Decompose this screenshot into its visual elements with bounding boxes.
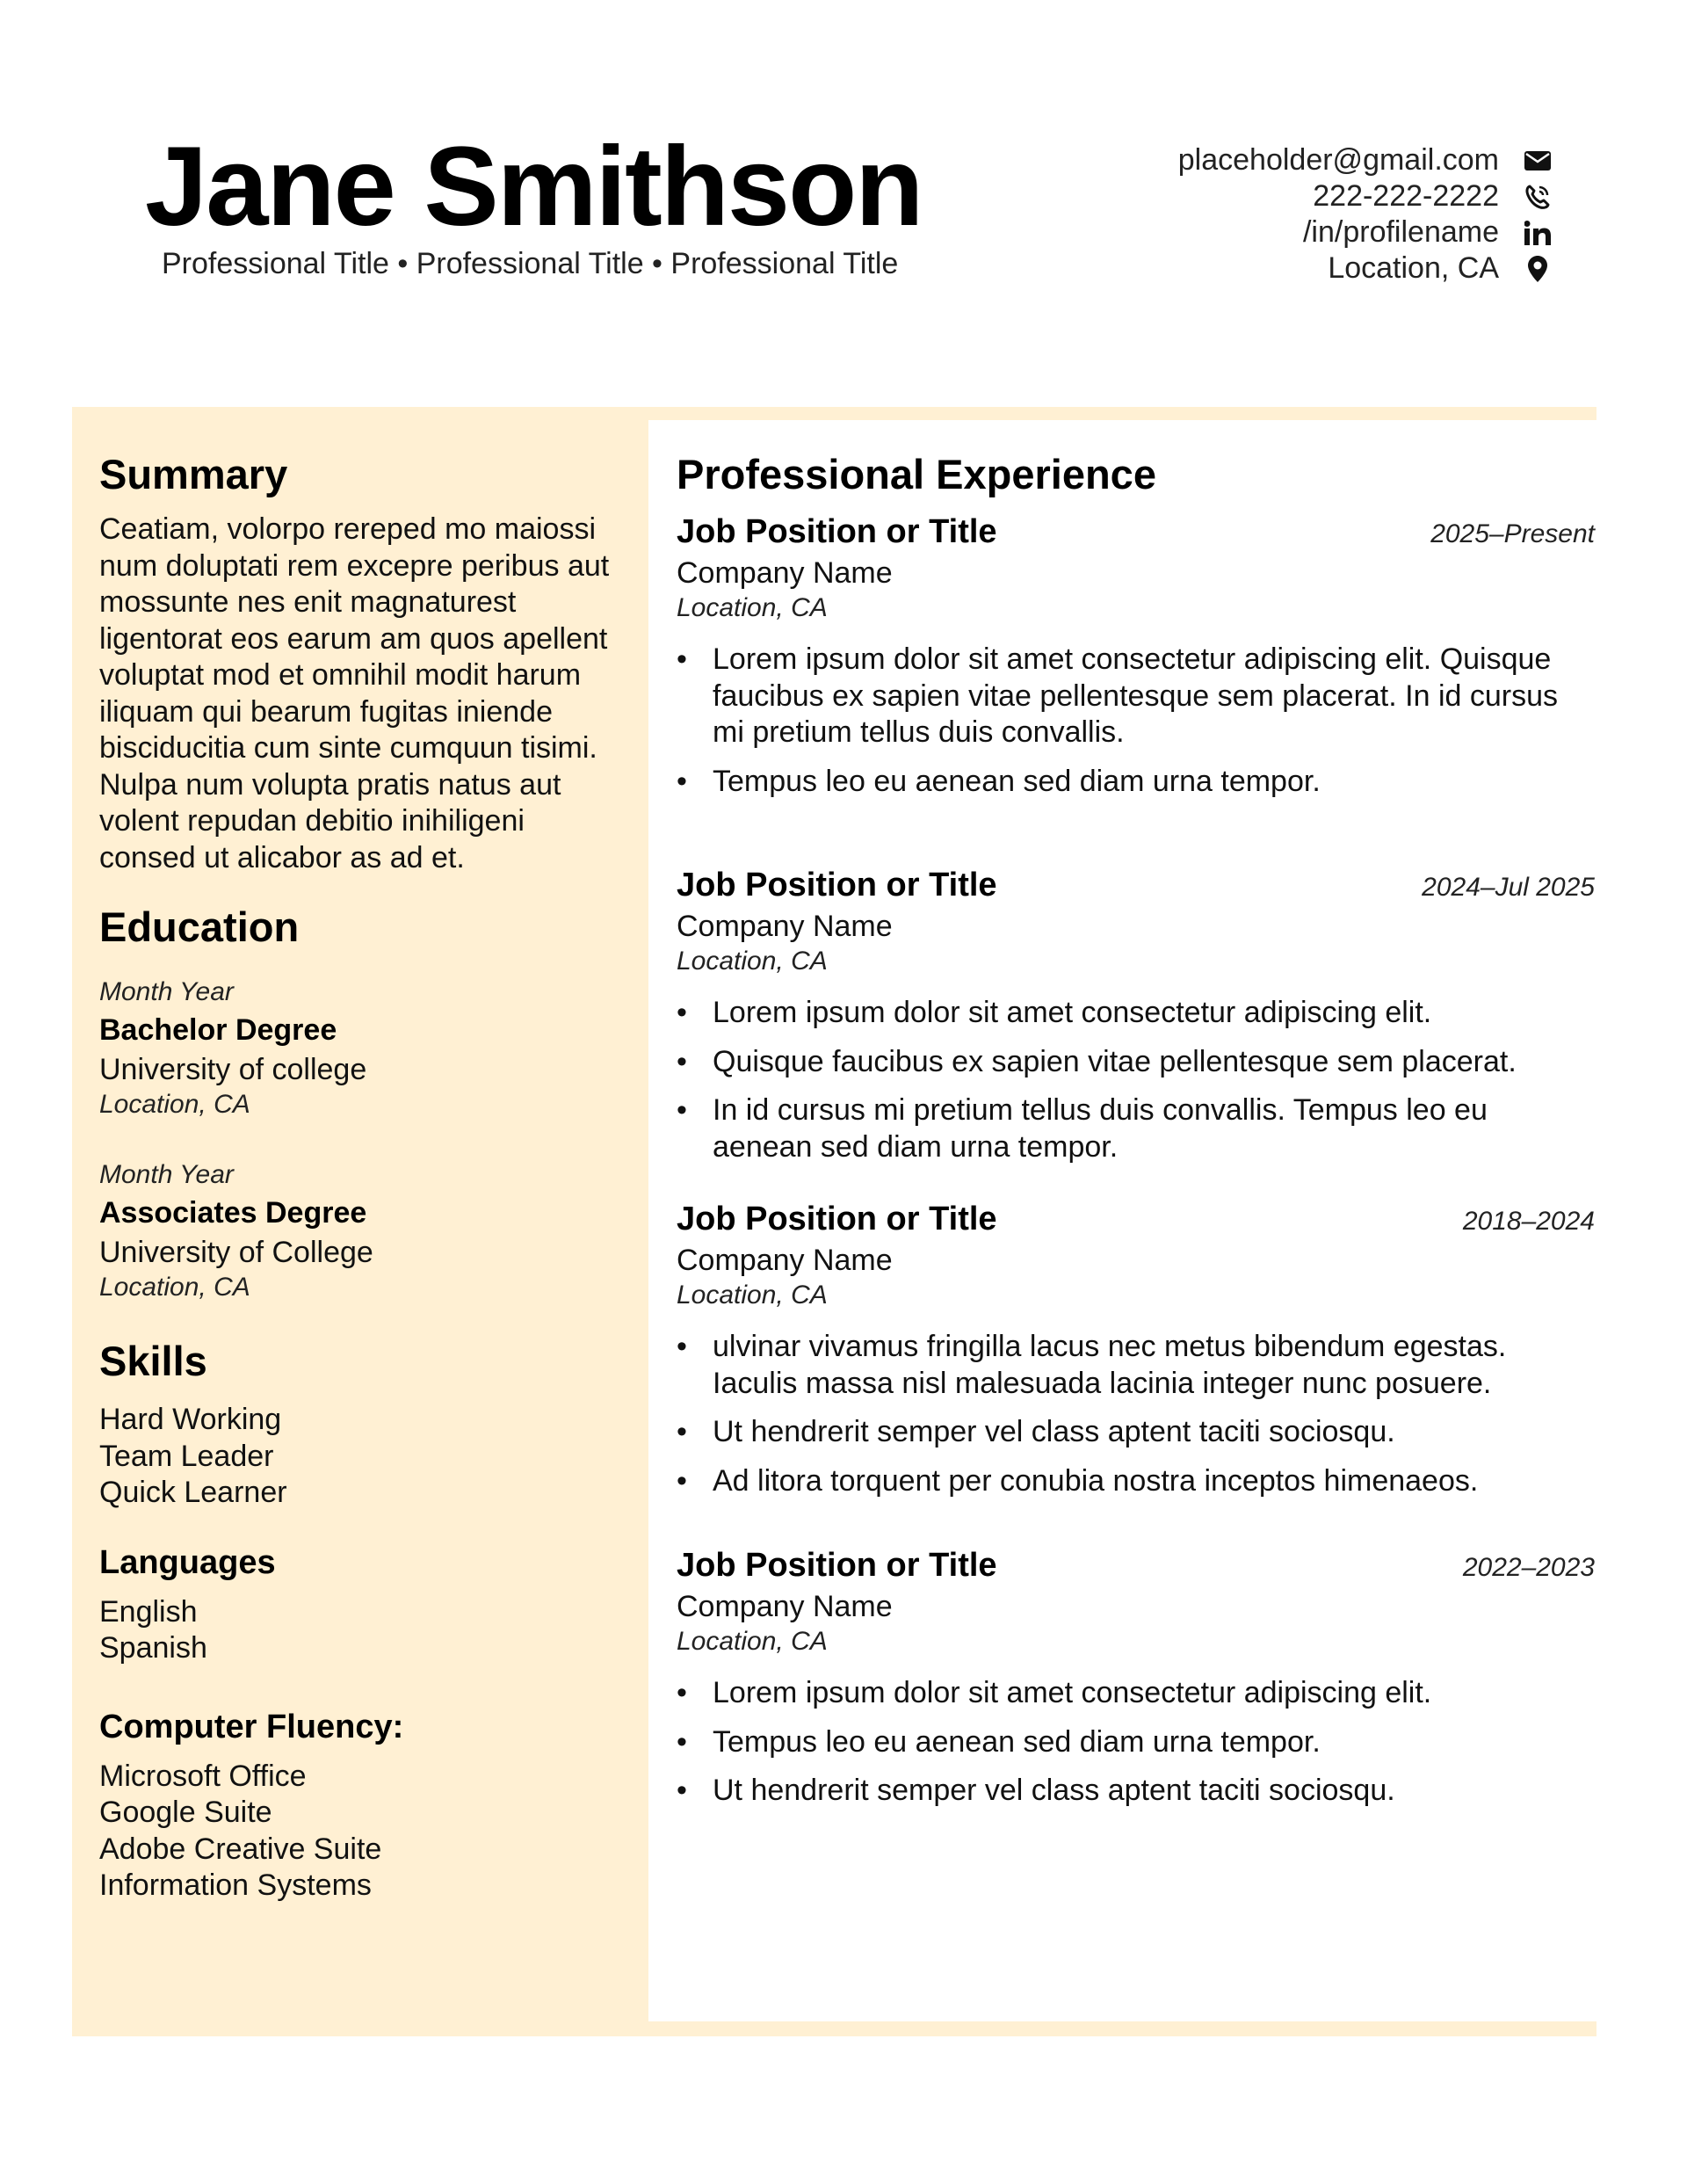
candidate-name: Jane Smithson: [145, 124, 923, 250]
education-date: Month Year: [99, 977, 234, 1006]
job-company: Company Name: [677, 1244, 893, 1277]
job-entry: [677, 1197, 1595, 1499]
education-date: Month Year: [99, 1160, 234, 1189]
experience-section: [677, 439, 1595, 1822]
job-location: Location, CA: [677, 947, 828, 976]
education-heading: Education: [99, 903, 300, 950]
linkedin-icon: [1520, 220, 1555, 246]
education-section: [99, 892, 626, 1303]
job-bullet: • Tempus leo eu aenean sed diam urna tempor.: [677, 764, 1595, 801]
education-school: University of college: [99, 1053, 367, 1086]
job-dates: 2022–2023: [1462, 1553, 1595, 1582]
computer-fluency-heading: Computer Fluency:: [99, 1708, 404, 1745]
education-location: Location, CA: [99, 1090, 250, 1119]
job-bullet: • ulvinar vivamus fringilla lacus nec metus bibendum egestas. Iaculis massa nisl malesuada lacinia integer nunc posuere.: [677, 1329, 1595, 1402]
summary-text: Ceatiam, volorpo rereped mo maiossi num doluptati rem excepre peribus aut mossunte nes enit magnaturest ligentorat eos earum am quos apellent voluptat mod et omnihil modit harum iliquam qui bearum fugitas iniende bisciducitia cum sinte cumquun tisimi. Nulpa num volupta pratis natus aut volent repudan debitio inihiligeni consed ut alicabor as ad et.: [99, 512, 610, 874]
contact-location: [940, 250, 1555, 287]
computer-fluency-list: [99, 1759, 626, 1905]
summary-section: [99, 439, 626, 876]
job-title: Job Position or Title: [677, 1547, 997, 1584]
language-item: Spanish: [99, 1631, 207, 1665]
languages-section: [99, 1536, 626, 1667]
job-bullets: [677, 995, 1595, 1165]
summary-heading: Summary: [99, 451, 288, 497]
contact-linkedin[interactable]: [940, 214, 1555, 250]
experience-heading: Professional Experience: [677, 451, 1156, 497]
language-item: English: [99, 1594, 198, 1629]
skill-item: Quick Learner: [99, 1476, 287, 1509]
education-degree: Bachelor Degree: [99, 1013, 337, 1047]
skills-section: [99, 1326, 626, 1512]
education-degree: Associates Degree: [99, 1196, 367, 1230]
job-bullet: • Tempus leo eu aenean sed diam urna tempor.: [677, 1724, 1595, 1761]
job-dates: 2025–Present: [1430, 519, 1595, 548]
computer-skill-item: Microsoft Office: [99, 1759, 307, 1793]
languages-list: [99, 1594, 626, 1667]
location-pin-icon: [1520, 256, 1555, 282]
skill-item: Hard Working: [99, 1403, 282, 1436]
job-title: Job Position or Title: [677, 1201, 997, 1237]
location-text: Location, CA: [1328, 251, 1499, 285]
job-dates: 2024–Jul 2025: [1422, 873, 1595, 902]
contact-email[interactable]: [940, 142, 1555, 178]
email-text: placeholder@gmail.com: [1177, 143, 1499, 177]
job-bullets: [677, 1329, 1595, 1499]
education-location: Location, CA: [99, 1273, 250, 1302]
sidebar: [99, 439, 626, 1905]
education-school: University of College: [99, 1236, 373, 1269]
phone-text: 222-222-2222: [1313, 179, 1499, 213]
resume-header: [0, 0, 1687, 404]
computer-skill-item: Google Suite: [99, 1796, 272, 1829]
skill-item: Team Leader: [99, 1439, 274, 1473]
job-bullets: [677, 642, 1595, 800]
job-location: Location, CA: [677, 593, 828, 622]
job-location: Location, CA: [677, 1281, 828, 1310]
contact-info: [940, 142, 1555, 287]
job-bullet: • Lorem ipsum dolor sit amet consectetur adipiscing elit. Quisque faucibus ex sapien vitae pellentesque sem placerat. In id cursus mi pretium tellus duis convallis.: [677, 642, 1595, 751]
job-bullet: • Lorem ipsum dolor sit amet consectetur adipiscing elit.: [677, 1675, 1595, 1712]
job-title: Job Position or Title: [677, 867, 997, 903]
job-location: Location, CA: [677, 1627, 828, 1656]
job-company: Company Name: [677, 910, 893, 943]
job-bullet: • Quisque faucibus ex sapien vitae pellentesque sem placerat.: [677, 1044, 1595, 1081]
education-item: [99, 975, 626, 1121]
computer-fluency-section: [99, 1701, 626, 1905]
job-company: Company Name: [677, 556, 893, 590]
job-bullets: [677, 1675, 1595, 1810]
job-company: Company Name: [677, 1590, 893, 1623]
skills-heading: Skills: [99, 1338, 207, 1384]
phone-icon: [1520, 184, 1555, 210]
job-entry: [677, 1543, 1595, 1810]
job-bullet: • Lorem ipsum dolor sit amet consectetur adipiscing elit.: [677, 995, 1595, 1032]
job-bullet: • In id cursus mi pretium tellus duis convallis. Tempus leo eu aenean sed diam urna tempor.: [677, 1092, 1595, 1165]
job-bullet: • Ad litora torquent per conubia nostra inceptos himenaeos.: [677, 1463, 1595, 1500]
professional-titles: Professional Title • Professional Title • Professional Title: [162, 247, 899, 280]
job-entry: [677, 863, 1595, 1165]
job-dates: 2018–2024: [1462, 1207, 1595, 1236]
computer-skill-item: Information Systems: [99, 1868, 372, 1902]
education-item: [99, 1157, 626, 1303]
envelope-icon: [1520, 148, 1555, 174]
job-entry: [677, 510, 1595, 800]
languages-heading: Languages: [99, 1543, 276, 1581]
skills-list: [99, 1402, 626, 1512]
computer-skill-item: Adobe Creative Suite: [99, 1832, 382, 1866]
job-title: Job Position or Title: [677, 513, 997, 550]
contact-phone[interactable]: [940, 178, 1555, 214]
job-bullet: • Ut hendrerit semper vel class aptent taciti sociosqu.: [677, 1414, 1595, 1451]
linkedin-text: /in/profilename: [1302, 215, 1499, 249]
job-bullet: • Ut hendrerit semper vel class aptent taciti sociosqu.: [677, 1773, 1595, 1810]
